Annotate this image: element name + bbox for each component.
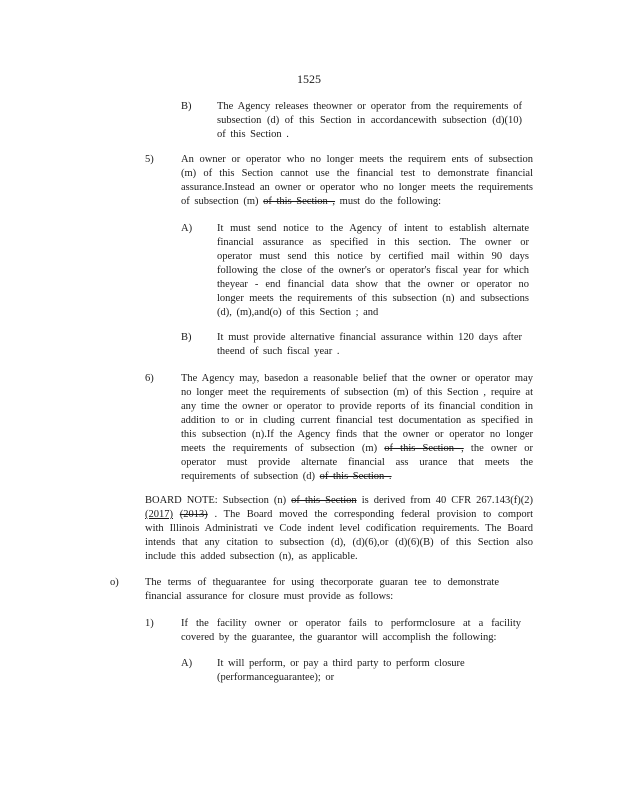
paragraph-o-1: If the facility owner or operator fails to performclosure at a facility covered by the guarantee, the guarantor will accomplish the following:	[181, 618, 521, 643]
board-note-text-2: is derived from 40 CFR 267.143(f)(2)	[361, 495, 534, 506]
item-label: 6)	[145, 373, 154, 384]
paragraph-o: The terms of theguarantee for using thecorporate guaran tee to demonstrate financial assurance for closure must provide as follows:	[145, 577, 499, 602]
struck-text: of this Section ,	[263, 196, 336, 207]
inserted-text: (2017)	[145, 509, 173, 520]
struck-text: of this Section	[291, 495, 357, 506]
page-number: 1525	[297, 72, 321, 86]
item-label: 5)	[145, 154, 154, 165]
paragraph-5b: It must provide alternative financial assurance within 120 days after theend of such fiscal year .	[217, 332, 522, 357]
item-label: A)	[181, 223, 193, 234]
board-note-text-1: BOARD NOTE: Subsection (n)	[145, 495, 287, 506]
board-note	[145, 494, 533, 564]
item-label: B)	[181, 101, 192, 112]
paragraph-6	[181, 372, 533, 484]
paragraph-b-release: The Agency releases theowner or operator from the requirements of subsection (d) of this Section in accordancewith subsection (d)(10) of this Section .	[217, 101, 522, 140]
item-label: B)	[181, 332, 192, 343]
struck-text: of this Section .	[319, 471, 392, 482]
paragraph-5-tail: must do the following:	[339, 196, 442, 207]
paragraph-6-text-2: the owner or operator must provide alternate financial ass urance that meets the requirements of subsection (d)	[181, 443, 534, 482]
item-label: 1)	[145, 618, 154, 629]
paragraph-6-text: The Agency may, basedon a reasonable belief that the owner or operator may no longer meet the requirements of subsection (m) of this Section , require at any time the owner or operator to provide reports of its financial condition in addition to or in cluding current financial test documentation as specified in this subsection (n).If the Agency finds that the owner or operator no longer meets the requirements of subsection (m)	[181, 373, 533, 454]
paragraph-5a: It must send notice to the Agency of intent to establish alternate financial assurance as specified in this section. The owner or operator must send this notice by certified mail within 90 days following the close of the owner's or operator's fiscal year for which theyear - end financial data show that the owner or operator no longer meets the requirements of this subsection (n) and subsections (d), (m),and(o) of this Section ; and	[217, 223, 529, 318]
struck-text: (2013)	[179, 509, 208, 520]
paragraph-5-text: An owner or operator who no longer meets the requirem ents of subsection (m) of this Section cannot use the financial test to demonstrate financial assurance.Instead an owner or operator who no longer meets the requirements of subsection (m)	[181, 154, 533, 207]
board-note-text-3: . The Board moved the corresponding federal provision to comport with Illinois Administrati ve Code indent level codification requirements. The Board intends that any citation to subsection (d), (d)(6),or (d)(6)(B) of this Section also include this added subsection (n), as applicable.	[145, 509, 534, 562]
item-label: A)	[181, 658, 193, 669]
struck-text: of this Section ,	[384, 443, 464, 454]
paragraph-o-a: It will perform, or pay a third party to perform closure (performanceguarantee); or	[217, 658, 465, 683]
paragraph-5	[181, 153, 533, 209]
item-label: o)	[110, 577, 119, 588]
